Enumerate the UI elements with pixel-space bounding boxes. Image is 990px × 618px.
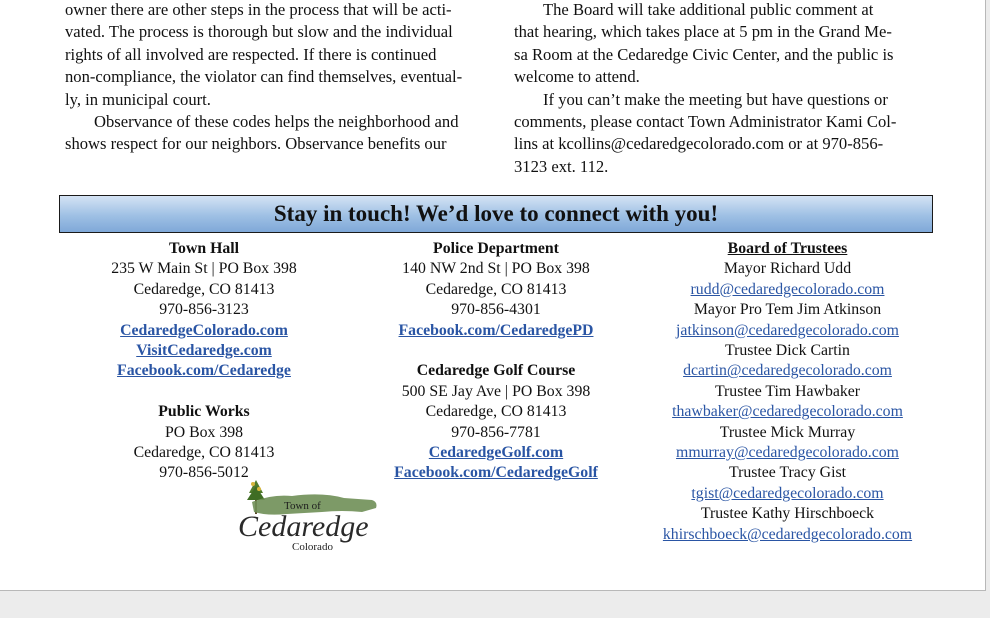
- trustee-name: Trustee Mick Murray: [719, 423, 856, 441]
- article-line: comments, please contact Town Administrator Kami Col-: [514, 112, 897, 132]
- town-hall-address: 235 W Main St | PO Box 398: [111, 260, 297, 278]
- spacer: [385, 341, 607, 361]
- public-works-phone: 970-856-5012: [159, 464, 249, 482]
- article-right-column: [514, 0, 928, 178]
- article-line: shows respect for our neighbors. Observance benefits our: [65, 134, 447, 154]
- logo-cedaredge: Cedaredge: [238, 510, 369, 543]
- public-works-address: PO Box 398: [164, 423, 244, 441]
- article-line: owner there are other steps in the process that will be acti-: [65, 0, 452, 19]
- facebook-cedaredge-golf-link[interactable]: Facebook.com/CedaredgeGolf: [394, 464, 598, 482]
- facebook-cedaredge-pd-link[interactable]: Facebook.com/CedaredgePD: [398, 321, 594, 339]
- cedaredge-logo: [232, 476, 384, 556]
- trustee-name: Trustee Tracy Gist: [728, 464, 847, 482]
- police-city: Cedaredge, CO 81413: [425, 280, 567, 298]
- article-left-column: [65, 0, 487, 156]
- town-hall-phone: 970-856-3123: [159, 301, 249, 319]
- golf-heading: Cedaredge Golf Course: [416, 362, 576, 380]
- article-line: lins at kcollins@cedaredgecolorado.com or at 970-856-: [514, 134, 884, 154]
- trustee-email-link[interactable]: tgist@cedaredgecolorado.com: [691, 484, 884, 502]
- trustee-email-link[interactable]: khirschboeck@cedaredgecolorado.com: [662, 525, 913, 543]
- article-line: The Board will take additional public comment at: [543, 0, 874, 19]
- town-hall-city: Cedaredge, CO 81413: [133, 280, 275, 298]
- visit-cedaredge-link[interactable]: VisitCedaredge.com: [136, 342, 272, 360]
- board-heading: Board of Trustees: [727, 240, 848, 257]
- spacer: [95, 382, 313, 402]
- trustee-email-link[interactable]: dcartin@cedaredgecolorado.com: [683, 362, 892, 380]
- public-works-city: Cedaredge, CO 81413: [133, 444, 275, 462]
- article-line: sa Room at the Cedaredge Civic Center, and the public is: [514, 44, 894, 64]
- trustee-name: Trustee Tim Hawbaker: [714, 382, 861, 400]
- article-line: Observance of these codes helps the neighborhood and: [94, 112, 459, 132]
- golf-address: 500 SE Jay Ave | PO Box 398: [401, 382, 591, 400]
- police-phone: 970-856-4301: [451, 301, 541, 319]
- article-line: 3123 ext. 112.: [514, 156, 609, 176]
- logo-town-of: Town of: [284, 500, 321, 512]
- cedaredge-golf-link[interactable]: CedaredgeGolf.com: [428, 444, 564, 462]
- trustee-email-link[interactable]: rudd@cedaredgecolorado.com: [690, 280, 885, 298]
- article-line: that hearing, which takes place at 5 pm in the Grand Me-: [514, 22, 892, 42]
- golf-phone: 970-856-7781: [451, 423, 541, 441]
- police-heading: Police Department: [433, 240, 559, 257]
- article-line: non-compliance, the violator can find themselves, eventual-: [65, 67, 463, 87]
- trustee-name: Mayor Pro Tem Jim Atkinson: [693, 301, 882, 319]
- article-line: welcome to attend.: [514, 67, 640, 87]
- cedaredge-colorado-link[interactable]: CedaredgeColorado.com: [120, 321, 288, 339]
- trustee-email-link[interactable]: thawbaker@cedaredgecolorado.com: [672, 403, 903, 421]
- article-line: rights of all involved are respected. If there is continued: [65, 44, 437, 64]
- article-line: ly, in municipal court.: [65, 89, 211, 109]
- board-of-trustees: [650, 239, 925, 545]
- article-line: If you can’t make the meeting but have questions or: [543, 89, 888, 109]
- trustee-name: Mayor Richard Udd: [723, 260, 852, 278]
- stay-in-touch-banner: Stay in touch! We’d love to connect with you!: [59, 195, 933, 233]
- public-works-heading: Public Works: [158, 403, 250, 421]
- trustee-email-link[interactable]: jatkinson@cedaredgecolorado.com: [676, 321, 899, 339]
- trustee-email-link[interactable]: mmurray@cedaredgecolorado.com: [676, 444, 899, 462]
- facebook-cedaredge-link[interactable]: Facebook.com/Cedaredge: [117, 362, 291, 380]
- trustee-name: Trustee Kathy Hirschboeck: [700, 505, 875, 523]
- town-hall-contact: [95, 239, 313, 484]
- police-contact: [385, 239, 607, 484]
- logo-colorado: Colorado: [292, 541, 333, 553]
- article-line: vated. The process is thorough but slow and the individual: [65, 22, 453, 42]
- town-hall-heading: Town Hall: [168, 240, 240, 257]
- trustee-name: Trustee Dick Cartin: [725, 342, 850, 360]
- golf-city: Cedaredge, CO 81413: [425, 403, 567, 421]
- police-address: 140 NW 2nd St | PO Box 398: [402, 260, 590, 278]
